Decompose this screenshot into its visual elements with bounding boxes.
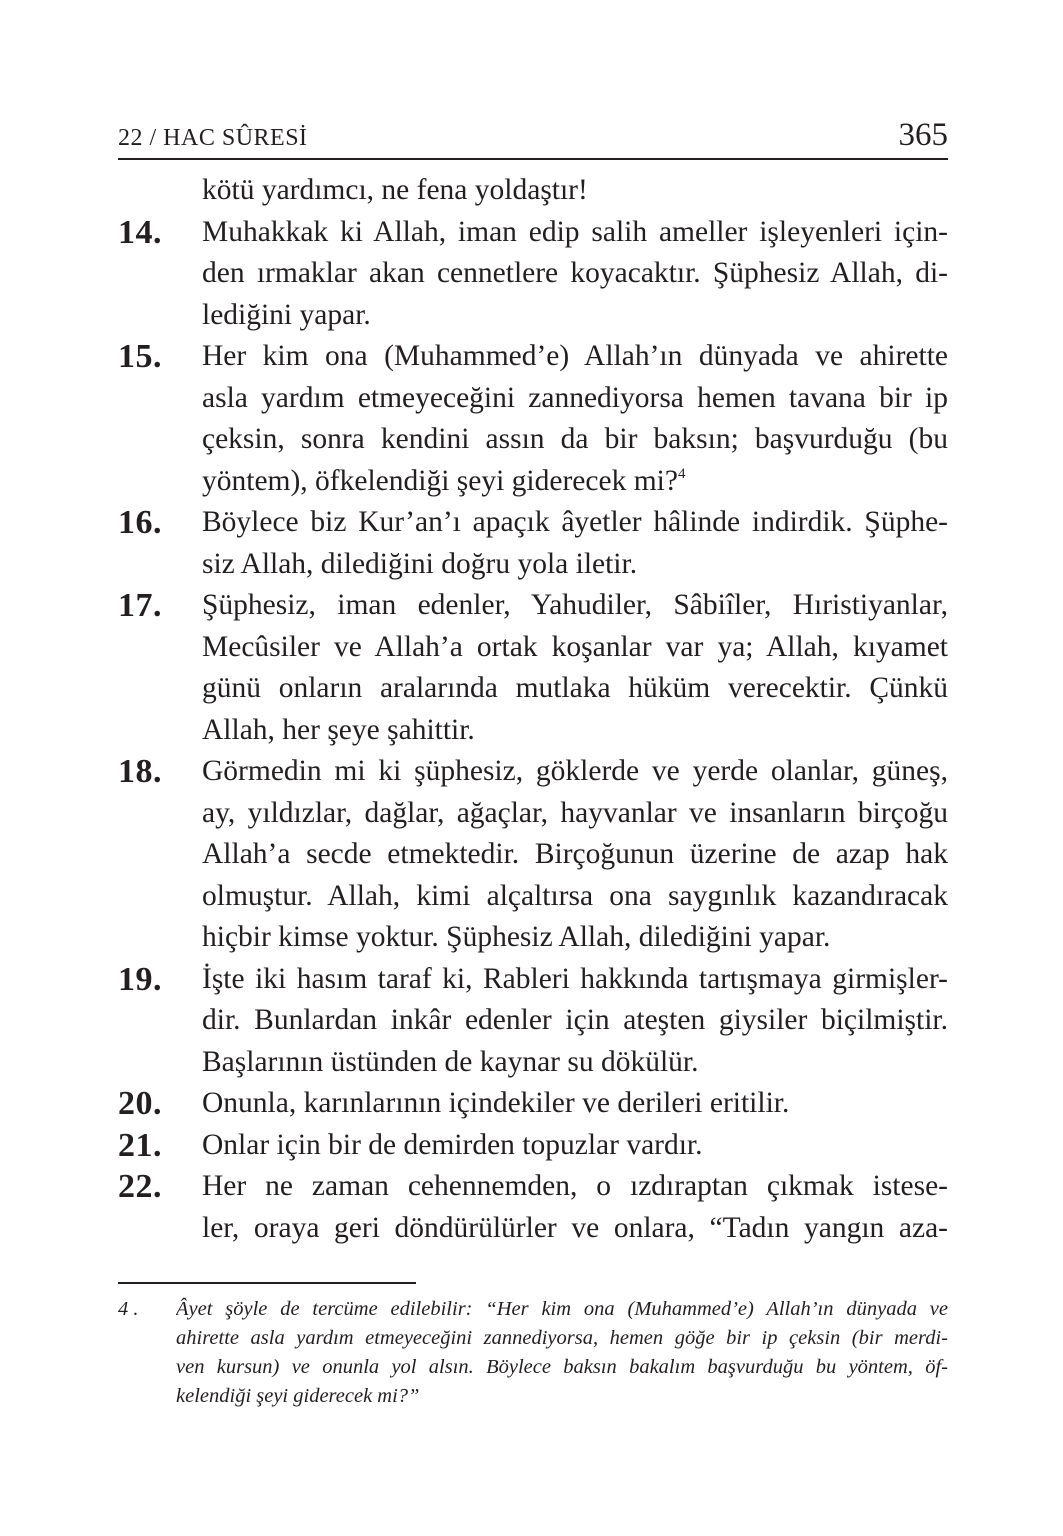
page-number: 365 [898, 117, 948, 153]
footnote-line [118, 1353, 948, 1382]
verse-text-line: Allah, her şeye şahittir. [202, 713, 475, 746]
verse-text-line: hiçbir kimse yoktur. Şüphesiz Allah, dilediğini yapar. [202, 921, 831, 953]
text-line [118, 793, 948, 835]
verse-text-line: Şüphesiz, iman edenler, Yahudiler, Sâbiîler, Hıristiyanlar, [202, 589, 948, 621]
footnote-line [118, 1382, 948, 1411]
verse-number: 20. [118, 1085, 162, 1122]
text-line [118, 917, 948, 959]
verse-number: 21. [118, 1126, 162, 1164]
verse-text-line: yöntem), öfkelendiği şeyi giderecek mi?$^4$ [202, 464, 686, 497]
verse-text-line: günü onların aralarında mutlaka hüküm verecektir. Çünkü [202, 672, 948, 704]
text-line [118, 170, 948, 212]
verse-text-line: çeksin, sonra kendini assın da bir baksın; başvurduğu (bu [202, 423, 948, 455]
verse-text-line: Başlarının üstünden de kaynar su dökülür. [202, 1045, 699, 1078]
text-line [118, 668, 948, 710]
footnote-reference: 4 [677, 465, 686, 482]
text-line [118, 627, 948, 669]
verse-text-line: ler, oraya geri döndürülürler ve onlara, “Tadın yangın aza- [202, 1211, 948, 1244]
verse-number: 16. [118, 504, 162, 541]
text-line [118, 502, 948, 544]
verse-text [118, 170, 948, 1249]
text-line [118, 212, 948, 254]
verse-text-line: Görmedin mi ki şüphesiz, göklerde ve yerde olanlar, güneş, [202, 755, 948, 787]
text-line [118, 1125, 948, 1167]
verse-text-line: siz Allah, dilediğini doğru yola iletir. [202, 547, 638, 580]
text-line [118, 461, 948, 503]
footnote-text: Âyet şöyle de tercüme edilebilir: “Her kim ona (Muhammed’e) Allah’ın dünyada ve [176, 1298, 948, 1320]
text-line [118, 1000, 948, 1042]
verse-text-line: Onunla, karınlarının içindekiler ve derileri eritilir. [202, 1087, 790, 1119]
text-line [118, 834, 948, 876]
text-line [118, 1166, 948, 1208]
verse-number: 19. [118, 960, 162, 998]
verse-text-line: Her kim ona (Muhammed’e) Allah’ın dünyada ve ahirette [202, 340, 948, 372]
verse-text-line: kötü yardımcı, ne fena yoldaştır! [202, 174, 588, 206]
verse-text-line: asla yardım etmeyeceğini zannediyorsa hemen tavana bir ip [202, 381, 948, 414]
verse-text-line: den ırmaklar akan cennetlere koyacaktır. Şüphesiz Allah, di- [202, 257, 948, 289]
text-line [118, 710, 948, 752]
text-line [118, 876, 948, 918]
text-line [118, 378, 948, 420]
footnote-line [118, 1324, 948, 1353]
text-line [118, 544, 948, 586]
footnote-separator [118, 1282, 416, 1284]
verse-number: 15. [118, 338, 162, 375]
text-line [118, 585, 948, 627]
footnote-text: kelendiği şeyi giderecek mi?” [176, 1385, 420, 1407]
verse-text-line: Böylece biz Kur’an’ı apaçık âyetler hâlinde indirdik. Şüphe- [202, 506, 948, 538]
text-line [118, 1083, 948, 1125]
verse-text-line: İşte iki hasım taraf ki, Rableri hakkında tartışmaya girmişler- [202, 962, 948, 995]
text-line [118, 1208, 948, 1250]
verse-number: 22. [118, 1168, 162, 1205]
footnote-line [118, 1295, 948, 1324]
verse-text-line: ay, yıldızlar, dağlar, ağaçlar, hayvanlar ve insanların birçoğu [202, 796, 948, 829]
verse-text-line: Onlar için bir de demirden topuzlar vardır. [202, 1128, 703, 1161]
verse-number: 17. [118, 587, 162, 624]
footnote-number: 4 . [118, 1298, 139, 1320]
footnote-text: ven kursun) ve onunla yol alsın. Böylece baksın bakalım başvurduğu bu yöntem, öf- [176, 1356, 948, 1378]
verse-number: 14. [118, 213, 162, 251]
verse-text-line: Muhakkak ki Allah, iman edip salih ameller işleyenleri için- [202, 215, 948, 248]
verse-text-line: lediğini yapar. [202, 298, 371, 331]
verse-text-line: olmuştur. Allah, kimi alçaltırsa ona saygınlık kazandıracak [202, 879, 948, 912]
text-line [118, 959, 948, 1001]
verse-text-line: Mecûsiler ve Allah’a ortak koşanlar var ya; Allah, kıyamet [202, 630, 948, 663]
verse-text-line: dir. Bunlardan inkâr edenler için ateşten giysiler biçilmiştir. [202, 1004, 948, 1036]
text-line [118, 419, 948, 461]
verse-text-line: Her ne zaman cehennemden, o ızdıraptan çıkmak istese- [202, 1170, 948, 1202]
footnote-text: ahirette asla yardım etmeyeceğini zannediyorsa, hemen göğe bir ip çeksin (bir merdi- [176, 1327, 948, 1349]
text-line [118, 1042, 948, 1084]
footnote [118, 1295, 948, 1411]
text-line [118, 336, 948, 378]
running-head-title: 22 / HAC SÛRESİ [118, 125, 308, 151]
verse-number: 18. [118, 753, 162, 790]
text-line [118, 295, 948, 337]
running-header [118, 116, 948, 160]
text-line [118, 751, 948, 793]
verse-text-line: Allah’a secde etmektedir. Birçoğunun üzerine de azap hak [202, 838, 948, 870]
text-line [118, 253, 948, 295]
